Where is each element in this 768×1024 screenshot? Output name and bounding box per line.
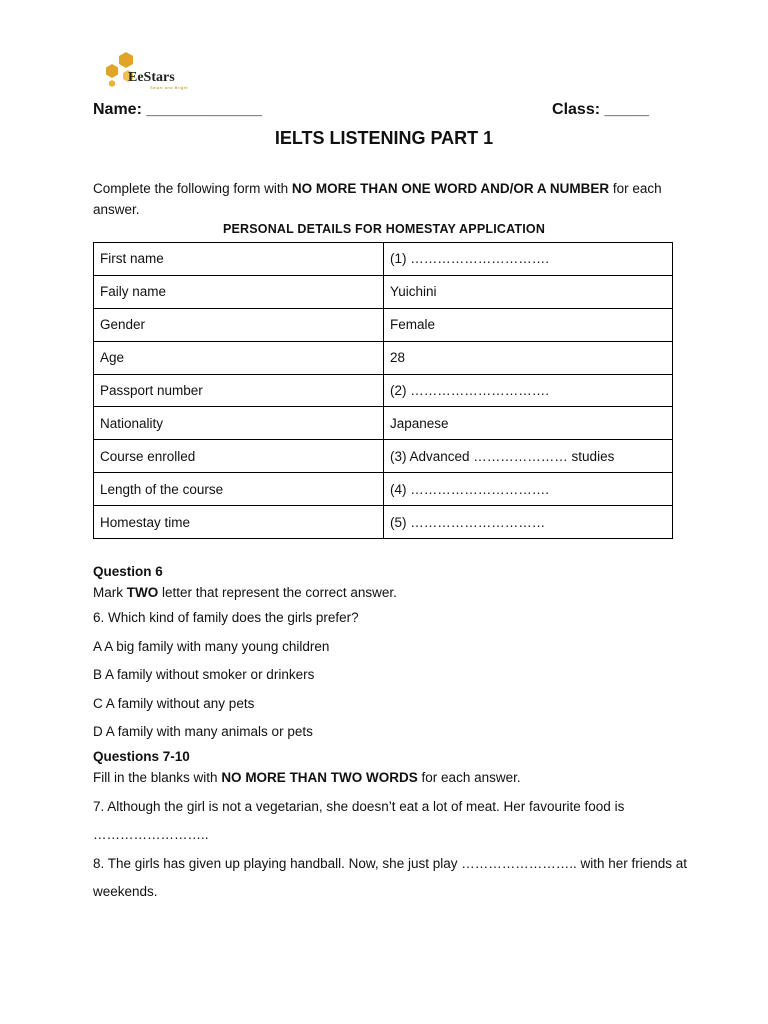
form-row-value: (5) ………………………… — [384, 506, 673, 539]
instruction-text-end: for each answer. — [93, 181, 662, 217]
form-row-label: Gender — [94, 308, 384, 341]
form-row — [94, 243, 673, 276]
q6-instr-text: Mark — [93, 585, 127, 600]
page-title: IELTS LISTENING PART 1 — [274, 128, 494, 148]
form-row — [94, 341, 673, 374]
form-row-value: (3) Advanced ………………… studies — [384, 440, 673, 473]
question-8-text: 8. The girls has given up playing handball. Now, she just play …………………….. with her friends at weekends. — [93, 855, 688, 900]
form-row — [94, 506, 673, 539]
question-6-text: 6. Which kind of family does the girls prefer? — [93, 610, 359, 625]
form-row-value: 28 — [384, 341, 673, 374]
questions-7-10-heading: Questions 7-10 — [93, 748, 190, 764]
q7-instr-text-end: for each answer. — [417, 769, 521, 785]
form-row — [94, 473, 673, 506]
q6-instr-emphasis: TWO — [126, 585, 159, 600]
q7-instr-text: Fill in the blanks with — [93, 769, 222, 785]
form-row-label: First name — [94, 243, 384, 276]
class-field-label: Class: _____ — [552, 101, 649, 118]
form-row — [94, 407, 673, 440]
form-row — [94, 275, 673, 308]
q6-instr-text-end: letter that represent the correct answer. — [158, 585, 397, 600]
q7-instr-emphasis: NO MORE THAN TWO WORDS — [221, 769, 418, 785]
form-row-label: Homestay time — [94, 506, 384, 539]
form-row-value: (1) …………………………. — [384, 243, 673, 276]
logo-tagline: Smart and Bright — [150, 85, 189, 90]
form-row-value: Yuichini — [384, 275, 673, 308]
form-row-label: Passport number — [94, 374, 384, 407]
question-6-instruction — [93, 582, 693, 604]
name-class-row — [93, 101, 653, 119]
form-row-value: (4) …………………………. — [384, 473, 673, 506]
form-row-value: Female — [384, 308, 673, 341]
questions-section — [93, 562, 693, 907]
form-row — [94, 308, 673, 341]
form-row-label: Faily name — [94, 275, 384, 308]
option-c: C A family without any pets — [93, 695, 255, 711]
form-instruction — [93, 178, 683, 220]
question-6-heading: Question 6 — [93, 564, 163, 579]
name-field-label: Name: _____________ — [93, 101, 263, 118]
form-row-value: Japanese — [384, 407, 673, 440]
option-d: D A family with many animals or pets — [93, 724, 313, 740]
table-title: PERSONAL DETAILS FOR HOMESTAY APPLICATION — [222, 222, 546, 236]
questions-7-10-instruction — [93, 767, 693, 789]
logo-brand-text: EeStars — [128, 70, 175, 85]
option-a: A A big family with many young children — [93, 638, 330, 654]
form-row-label: Age — [94, 341, 384, 374]
form-row-label: Nationality — [94, 407, 384, 440]
form-row — [94, 374, 673, 407]
form-row-label: Length of the course — [94, 473, 384, 506]
form-row-label: Course enrolled — [94, 440, 384, 473]
option-b: B A family without smoker or drinkers — [93, 667, 315, 683]
homestay-form-table — [93, 242, 673, 539]
instruction-emphasis: NO MORE THAN ONE WORD AND/OR A NUMBER — [291, 181, 610, 196]
form-row-value: (2) …………………………. — [384, 374, 673, 407]
instruction-text: Complete the following form with — [93, 181, 292, 196]
form-row — [94, 440, 673, 473]
question-7-text: 7. Although the girl is not a vegetarian, she doesn’t eat a lot of meat. Her favourite food is …………………….. — [93, 798, 625, 843]
